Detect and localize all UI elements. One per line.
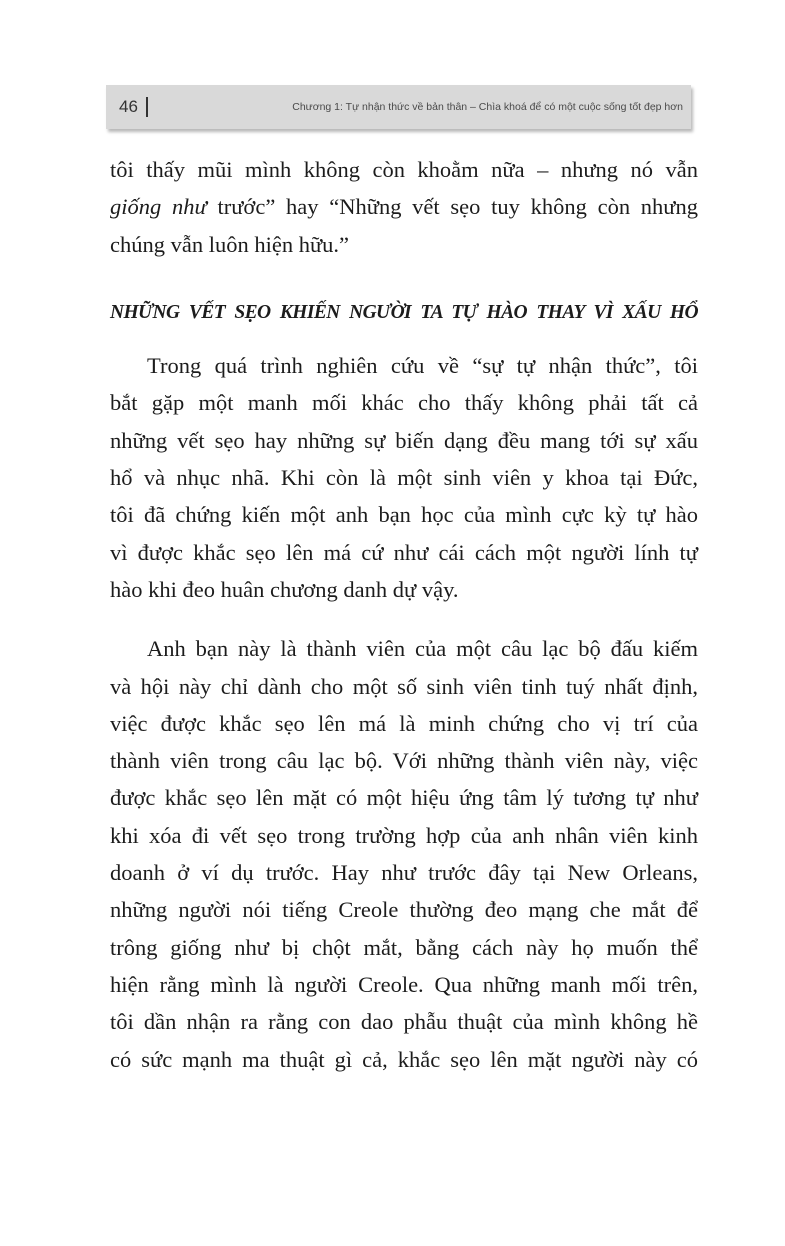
text-line: có sức mạnh ma thuật gì cả, khắc sẹo lên mặt người này có: [110, 1046, 698, 1072]
text-line: việc được khắc sẹo lên má là minh chứng cho vị trí của: [110, 710, 698, 736]
text-line: và hội này chỉ dành cho một số sinh viên tinh tuý nhất định,: [110, 673, 698, 699]
text-line: bắt gặp một manh mối khác cho thấy không phải tất cả: [110, 390, 698, 416]
text-line: [110, 188, 698, 225]
text-line: những vết sẹo hay những sự biến dạng đều mang tới sự xấu: [110, 427, 698, 453]
text-line: tôi thấy mũi mình không còn khoằm nữa – nhưng nó vẫn: [110, 157, 698, 182]
text-line: thành viên trong câu lạc bộ. Với những thành viên này, việc: [110, 748, 698, 774]
text-line: tôi đã chứng kiến một anh bạn học của mình cực kỳ tự hào: [110, 502, 698, 528]
text-line: hào khi đeo huân chương danh dự vậy.: [110, 576, 459, 602]
text-line: khi xóa đi vết sẹo trong trường hợp của anh nhân viên kinh: [110, 822, 698, 848]
text-line: Trong quá trình nghiên cứu về “sự tự nhận thức”, tôi: [147, 353, 698, 379]
text-line: tôi dần nhận ra rằng con dao phẫu thuật của mình không hề: [110, 1009, 698, 1035]
paragraph-scars-pride: [110, 347, 698, 608]
text-line: hổ và nhục nhã. Khi còn là một sinh viên y khoa tại Đức,: [110, 465, 698, 491]
page-number: 46: [119, 97, 138, 116]
text-fragment: trước” hay “Những vết sẹo tuy không còn nhưng: [206, 194, 699, 220]
text-line: Anh bạn này là thành viên của một câu lạc bộ đấu kiếm: [147, 636, 698, 662]
page-body: [110, 151, 698, 1078]
chapter-title: Chương 1: Tự nhận thức về bản thân – Chìa khoá để có một cuộc sống tốt đẹp hơn: [292, 101, 683, 113]
paragraph-fencing-club: [110, 630, 698, 1078]
running-header: [106, 85, 691, 129]
paragraph-continued: [110, 151, 698, 263]
italic-emphasis: giống như: [110, 194, 207, 220]
section-heading: NHỮNG VẾT SẸO KHIẾN NGƯỜI TA TỰ HÀO THAY VÌ XẤU HỔ: [110, 301, 698, 323]
text-line: vì được khắc sẹo lên má cứ như cái cách một người lính tự: [110, 539, 698, 565]
text-line: trông giống như bị chột mắt, bằng cách này họ muốn thể: [110, 934, 698, 960]
text-line: hiện rằng mình là người Creole. Qua những manh mối trên,: [110, 971, 698, 997]
text-line: được khắc sẹo lên mặt có một hiệu ứng tâm lý tương tự như: [110, 785, 698, 811]
text-line: doanh ở ví dụ trước. Hay như trước đây tại New Orleans,: [110, 860, 698, 886]
text-line: những người nói tiếng Creole thường đeo mạng che mắt để: [110, 897, 698, 923]
text-line: chúng vẫn luôn hiện hữu.”: [110, 231, 350, 257]
